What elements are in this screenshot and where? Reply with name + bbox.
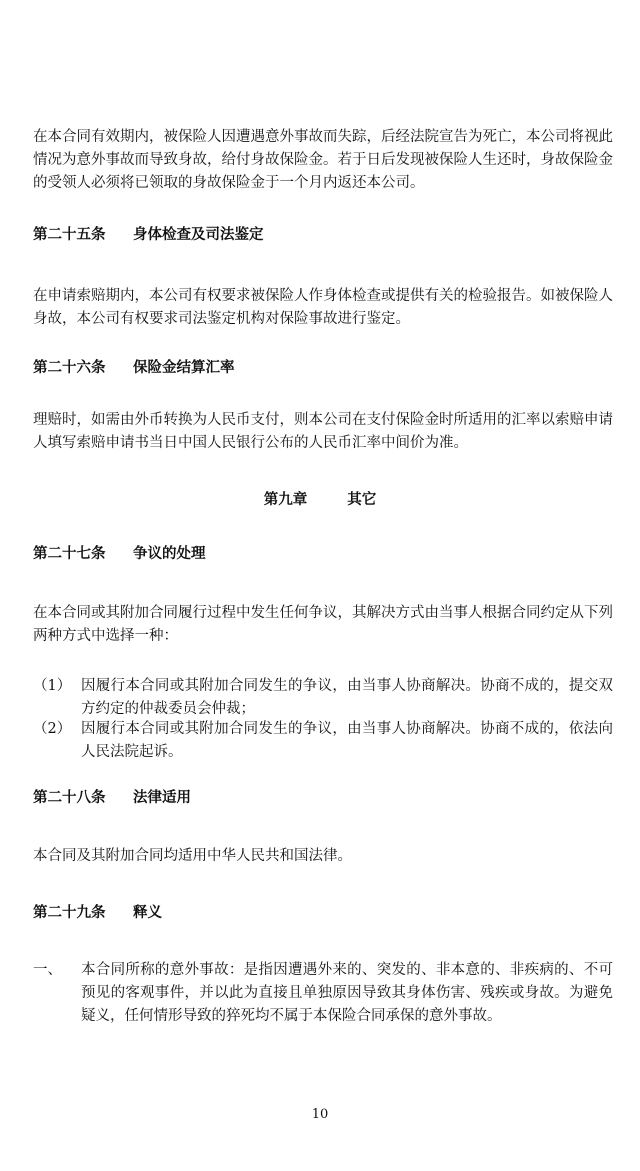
chapter-9-heading (0, 490, 640, 510)
article-29-heading (33, 903, 162, 923)
list-item-text: 因履行本合同或其附加合同发生的争议，由当事人协商解决。协商不成的，提交双方约定的仲裁委员会仲裁； (81, 678, 613, 717)
article-25-heading (33, 225, 264, 245)
paragraph-article-25: 在申请索赔期内，本公司有权要求被保险人作身体检查或提供有关的检验报告。如被保险人身故，本公司有权要求司法鉴定机构对保险事故进行鉴定。 (33, 288, 613, 327)
definition-item (33, 959, 613, 1028)
article-28-title: 法律适用 (133, 789, 191, 806)
page-number: 10 (311, 1107, 329, 1122)
article-28-number: 第二十八条 (33, 789, 106, 806)
article-26-title: 保险金结算汇率 (133, 359, 235, 376)
article-29-number: 第二十九条 (33, 904, 106, 921)
list-marker: （1） (33, 678, 72, 694)
article-27-number: 第二十七条 (33, 545, 106, 562)
chapter-9-number: 第九章 (263, 491, 308, 508)
list-item (33, 718, 613, 764)
article-26-number: 第二十六条 (33, 359, 106, 376)
article-25-title: 身体检查及司法鉴定 (133, 226, 264, 243)
list-item (33, 675, 613, 721)
article-27-heading (33, 544, 206, 564)
paragraph-article-28: 本合同及其附加合同均适用中华人民共和国法律。 (33, 848, 352, 864)
paragraph-intro: 在本合同有效期内，被保险人因遭遇意外事故而失踪，后经法院宣告为死亡，本公司将视此情况为意外事故而导致身故，给付身故保险金。若于日后发现被保险人生还时，身故保险金的受领人必须将已领取的身故保险金于一个月内返还本公司。 (33, 129, 613, 191)
article-25-number: 第二十五条 (33, 226, 106, 243)
definition-marker: 一、 (33, 962, 62, 978)
definition-text: 本合同所称的意外事故：是指因遭遇外来的、突发的、非本意的、非疾病的、不可预见的客观事件，并以此为直接且单独原因导致其身体伤害、残疾或身故。为避免疑义，任何情形导致的猝死均不属于本保险合同承保的意外事故。 (81, 962, 613, 1024)
article-26-heading (33, 358, 235, 378)
list-item-text: 因履行本合同或其附加合同发生的争议，由当事人协商解决。协商不成的，依法向人民法院起诉。 (81, 721, 613, 760)
article-29-title: 释义 (133, 904, 162, 921)
article-28-heading (33, 788, 191, 808)
list-marker: （2） (33, 721, 72, 737)
article-27-title: 争议的处理 (133, 545, 206, 562)
paragraph-article-27: 在本合同或其附加合同履行过程中发生任何争议，其解决方式由当事人根据合同约定从下列两种方式中选择一种： (33, 605, 613, 644)
paragraph-article-26: 理赔时，如需由外币转换为人民币支付，则本公司在支付保险金时所适用的汇率以索赔申请人填写索赔申请书当日中国人民银行公布的人民币汇率中间价为准。 (33, 412, 613, 451)
chapter-9-title: 其它 (347, 491, 377, 508)
